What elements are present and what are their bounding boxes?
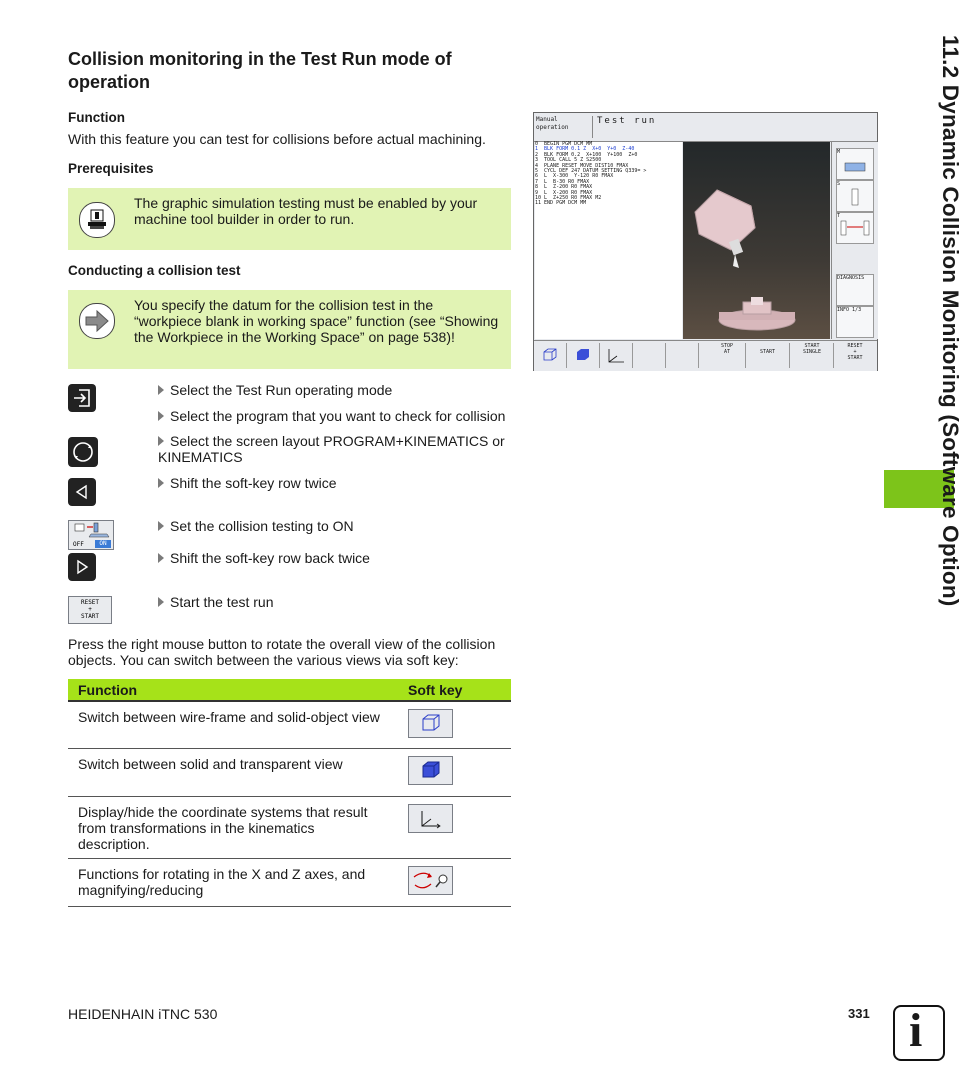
bullet-triangle-icon — [158, 411, 164, 421]
conducting-note — [68, 290, 511, 369]
prerequisites-note-text: The graphic simulation testing must be enabled by your machine tool builder in order to run. — [134, 195, 478, 227]
solid-cube-icon — [409, 757, 452, 784]
step-4: Shift the soft-key row twice — [158, 475, 518, 491]
solid-cube-icon — [567, 343, 599, 368]
screen-layout-key[interactable] — [68, 437, 98, 467]
reset-start-line-2: + — [88, 606, 92, 613]
info-icon: i — [893, 1005, 945, 1061]
step-7: Start the test run — [158, 594, 518, 610]
tool-icon — [837, 219, 873, 241]
coordinate-axes-icon — [600, 343, 632, 368]
arrow-right-icon — [79, 303, 115, 339]
table-row-function: Functions for rotating in the X and Z axes, and magnifying/reducing — [68, 858, 398, 906]
solid-transparent-softkey[interactable] — [408, 756, 453, 785]
col-function: Function — [68, 679, 398, 701]
collision-on-off-softkey[interactable] — [68, 520, 114, 550]
bottom-key-start[interactable]: START — [746, 343, 790, 368]
spindle-icon — [837, 155, 873, 177]
conducting-heading: Conducting a collision test — [68, 263, 241, 278]
kinematics-graphic — [683, 142, 830, 339]
triangle-right-icon — [68, 553, 96, 581]
test-run-mode-key[interactable] — [68, 384, 96, 412]
bullet-triangle-icon — [158, 436, 164, 446]
program-line[interactable]: 0 BEGIN PGM DCM MM — [535, 141, 593, 147]
coordinate-axes-icon — [409, 805, 452, 832]
step-3: Select the screen layout PROGRAM+KINEMATICS or KINEMATICS — [158, 433, 505, 465]
page-number: 331 — [848, 1006, 870, 1021]
collision-icon — [69, 521, 113, 539]
program-line[interactable]: 3 TOOL CALL 5 Z S2500 — [535, 157, 602, 164]
enter-arrow-icon — [68, 384, 96, 412]
rotate-magnify-icon — [409, 867, 452, 894]
program-line[interactable]: 8 L Z-200 R0 FMAX — [535, 184, 593, 191]
bullet-triangle-icon — [158, 597, 164, 607]
table-row-softkey — [398, 748, 511, 796]
table-row-function: Switch between wire-frame and solid-object view — [68, 701, 398, 748]
bullet-triangle-icon — [158, 478, 164, 488]
table-row-function: Switch between solid and transparent view — [68, 748, 398, 796]
table-row-softkey — [398, 796, 511, 858]
screen-mode: Manual operation — [536, 116, 593, 138]
bottom-key-empty[interactable] — [633, 343, 666, 368]
step-2: Select the program that you want to check for collision — [158, 408, 518, 424]
bullet-triangle-icon — [158, 553, 164, 563]
bottom-key-axes[interactable] — [600, 343, 633, 368]
table-header-row — [68, 679, 511, 701]
side-key-diagnosis[interactable]: DIAGNOSIS — [836, 274, 874, 306]
side-key-info[interactable]: INFO 1/3 — [836, 306, 874, 338]
table-row — [68, 748, 511, 796]
side-key-t[interactable]: T — [836, 212, 874, 244]
shift-softkey-row-key[interactable] — [68, 478, 96, 506]
table-row — [68, 796, 511, 858]
speed-icon — [837, 187, 873, 209]
program-line[interactable]: 1 BLK FORM 0.1 Z X+0 Y+0 Z-40 — [535, 146, 635, 153]
off-label: OFF — [73, 541, 84, 548]
bottom-key-stop-at[interactable]: STOP AT — [709, 343, 746, 368]
bottom-key-wireframe[interactable] — [534, 343, 567, 368]
kinematics-view — [683, 142, 830, 339]
bottom-key-reset-start[interactable]: RESET + START — [847, 343, 863, 361]
program-line[interactable]: 6 L X-300 Y-120 R0 FMAX — [535, 173, 614, 180]
shift-softkey-row-back-key[interactable] — [68, 553, 96, 581]
program-line[interactable]: 10 L Z+250 R0 FMAX M2 — [535, 195, 602, 202]
layout-cycle-icon — [68, 437, 98, 467]
conducting-note-text: You specify the datum for the collision test in the “workpiece blank in working space” function (see “Showing the Workpiece in the Working Space” on page 538)! — [134, 297, 499, 345]
step-5: Set the collision testing to ON — [158, 518, 518, 534]
program-listing — [535, 142, 682, 339]
program-line[interactable]: 9 L X-200 R0 FMAX — [535, 189, 593, 196]
bottom-key-start-single[interactable]: START SINGLE — [791, 343, 834, 368]
reset-start-line-1: RESET — [80, 599, 100, 606]
reset-start-line-3: START — [80, 613, 100, 620]
machine-icon — [79, 202, 115, 238]
program-line[interactable]: 4 PLANE RESET MOVE DIST10 FMAX — [535, 162, 629, 169]
table-row-softkey — [398, 858, 511, 906]
step-6: Shift the soft-key row back twice — [158, 550, 518, 566]
on-label: ON — [95, 540, 111, 548]
screen-header — [534, 113, 877, 142]
coordinate-systems-softkey[interactable] — [408, 804, 453, 833]
triangle-left-icon — [68, 478, 96, 506]
chapter-sidebar: 11.2 Dynamic Collision Monitoring (Software Option) — [938, 35, 963, 607]
table-row-softkey — [398, 701, 511, 748]
side-key-m[interactable]: M — [836, 148, 874, 180]
bullet-triangle-icon — [158, 521, 164, 531]
wireframe-cube-icon — [534, 343, 566, 368]
program-line[interactable]: 11 END PGM DCM MM — [535, 200, 587, 207]
bullet-triangle-icon — [158, 385, 164, 395]
table-row-function: Display/hide the coordinate systems that result from transformations in the kinematics description. — [68, 796, 398, 858]
prerequisites-note — [68, 188, 511, 250]
tnc-screenshot — [533, 112, 878, 371]
rotate-text: Press the right mouse button to rotate the overall view of the collision objects. You can switch between the various views via soft key: — [68, 636, 496, 668]
wireframe-softkey[interactable] — [408, 709, 453, 738]
col-softkey: Soft key — [398, 679, 511, 701]
bottom-key-solid[interactable] — [567, 343, 600, 368]
footer-product: HEIDENHAIN iTNC 530 — [68, 1006, 218, 1022]
wireframe-cube-icon — [409, 710, 452, 737]
program-line[interactable]: 7 L B-30 R0 FMAX — [535, 178, 590, 185]
softkey-function-table — [68, 679, 511, 907]
reset-start-softkey[interactable] — [68, 596, 112, 624]
side-key-s[interactable]: S — [836, 180, 874, 212]
function-text: With this feature you can test for collisions before actual machining. — [68, 131, 486, 147]
table-row — [68, 701, 511, 748]
program-line[interactable]: 2 BLK FORM 0.2 X+100 Y+100 Z+0 — [535, 151, 638, 158]
screen-title: Test run — [597, 116, 657, 126]
function-heading: Function — [68, 110, 125, 125]
screen-bottom-softkeys — [534, 340, 877, 371]
screen-side-softkeys — [831, 142, 878, 339]
prerequisites-heading: Prerequisites — [68, 161, 154, 176]
page-title: Collision monitoring in the Test Run mode of operation — [68, 49, 452, 92]
program-line[interactable]: 5 CYCL DEF 247 DATUM SETTING Q339= > — [535, 168, 647, 175]
rotate-zoom-softkey[interactable] — [408, 866, 453, 895]
step-1: Select the Test Run operating mode — [158, 382, 518, 398]
bottom-key-empty[interactable] — [666, 343, 699, 368]
table-row — [68, 858, 511, 906]
